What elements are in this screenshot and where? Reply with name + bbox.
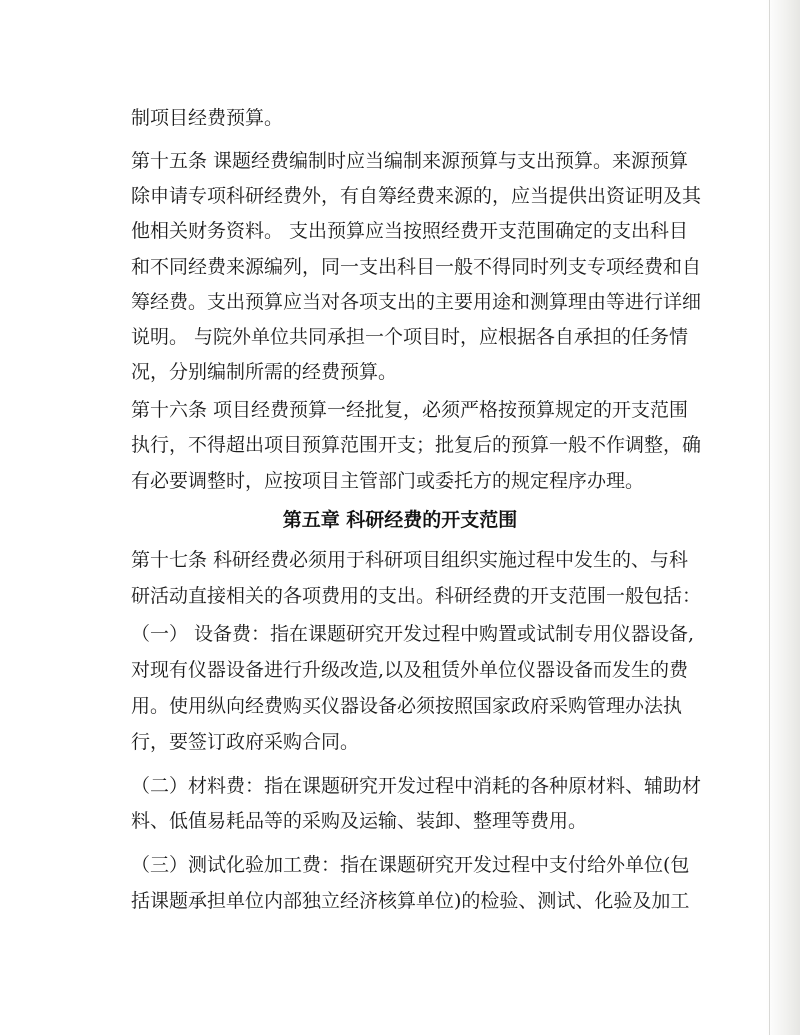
text-line: （一） 设备费：指在课题研究开发过程中购置或试制专用仪器设备, — [131, 623, 695, 645]
text-line: 括课题承担单位内部独立经济核算单位)的检验、测试、化验及加工 — [131, 890, 690, 912]
text-line: 筹经费。支出预算应当对各项支出的主要用途和测算理由等进行详细 — [131, 291, 702, 313]
text-line: 第十七条 科研经费必须用于科研项目组织实施过程中发生的、与科 — [131, 549, 689, 571]
text-line: 第十五条 课题经费编制时应当编制来源预算与支出预算。来源预算 — [131, 150, 689, 172]
text-line: 对现有仪器设备进行升级改造,以及租赁外单位仪器设备而发生的费 — [131, 659, 689, 681]
text-line: （三）测试化验加工费：指在课题研究开发过程中支付给外单位(包 — [131, 854, 690, 876]
text-line: 制项目经费预算。 — [131, 107, 284, 129]
text-line: 研活动直接相关的各项费用的支出。科研经费的开支范围一般包括： — [131, 585, 702, 607]
text-line: 有必要调整时，应按项目主管部门或委托方的规定程序办理。 — [131, 470, 645, 492]
text-line: 和不同经费来源编列，同一支出科目一般不得同时列支专项经费和自 — [131, 256, 702, 278]
text-line: （二）材料费：指在课题研究开发过程中消耗的各种原材料、辅助材 — [131, 775, 702, 797]
text-line: 用。使用纵向经费购买仪器设备必须按照国家政府采购管理办法执 — [131, 695, 683, 717]
text-line: 说明。 与院外单位共同承担一个项目时，应根据各自承担的任务情 — [131, 326, 689, 348]
text-line: 执行，不得超出项目预算范围开支；批复后的预算一般不作调整，确 — [131, 434, 702, 456]
text-line: 行，要签订政府采购合同。 — [131, 731, 360, 753]
text-line: 料、低值易耗品等的采购及运输、装卸、整理等费用。 — [131, 810, 588, 832]
text-line: 他相关财务资料。 支出预算应当按照经费开支范围确定的支出科目 — [131, 220, 689, 242]
text-line: 第十六条 项目经费预算一经批复，必须严格按预算规定的开支范围 — [131, 399, 689, 421]
text-line: 除申请专项科研经费外，有自筹经费来源的，应当提供出资证明及其 — [131, 185, 702, 207]
text-line: 况，分别编制所需的经费预算。 — [131, 361, 398, 383]
chapter-heading: 第五章 科研经费的开支范围 — [282, 509, 518, 531]
